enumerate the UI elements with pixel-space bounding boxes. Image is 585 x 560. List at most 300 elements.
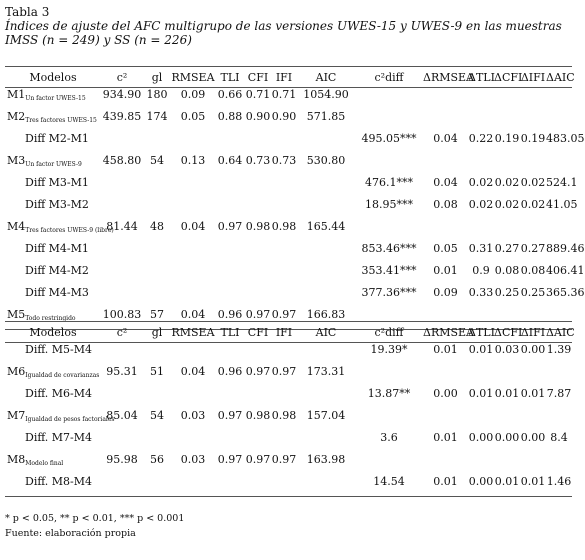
cell-gl bbox=[143, 387, 171, 409]
cell-ifi bbox=[271, 387, 297, 409]
cell-drmsea bbox=[423, 220, 468, 242]
model-name-cell bbox=[5, 286, 101, 308]
model-name-cell bbox=[5, 242, 101, 264]
column-header-rmsea: RMSEA bbox=[171, 322, 215, 343]
cell-dcfi bbox=[494, 220, 520, 242]
cell-drmsea: 0.05 bbox=[433, 241, 458, 255]
cell-cfi: 0.97 bbox=[245, 364, 271, 378]
cell-ifi: 0.73 bbox=[271, 153, 297, 167]
cell-gl: 48 bbox=[150, 219, 164, 233]
cell-dtli: 0.00 bbox=[468, 430, 494, 444]
cell-difi: 0.00 bbox=[520, 430, 546, 444]
significance-footnote: * p < 0.05, ** p < 0.01, *** p < 0.001 bbox=[5, 513, 185, 524]
cell-dcfi bbox=[494, 110, 520, 132]
cell-ifi: 0.97 bbox=[271, 364, 297, 378]
cell-ifi bbox=[271, 343, 297, 365]
cell-tli: 0.64 bbox=[217, 153, 243, 167]
cell-daic bbox=[546, 220, 572, 242]
cell-ifi bbox=[271, 242, 297, 264]
cell-dcfi bbox=[494, 88, 520, 110]
cell-aic bbox=[297, 286, 355, 308]
cell-c2diff bbox=[355, 220, 423, 242]
cell-tli: 0.66 bbox=[217, 88, 243, 101]
column-header-tli: TLI bbox=[215, 322, 245, 343]
model-label: Diff M3-M1 bbox=[25, 175, 89, 189]
cell-c2diff bbox=[355, 154, 423, 176]
model-label: Diff. M6-M4 bbox=[25, 386, 92, 400]
cell-gl: 180 bbox=[146, 88, 168, 101]
model-name-cell bbox=[5, 132, 101, 154]
cell-drmsea bbox=[423, 88, 468, 110]
column-header-drmsea: ΔRMSEA bbox=[423, 322, 468, 343]
cell-gl: 51 bbox=[150, 364, 164, 378]
cell-rmsea bbox=[171, 475, 215, 497]
cell-ifi: 0.97 bbox=[271, 452, 297, 466]
cell-c2: 81.44 bbox=[106, 219, 138, 233]
cell-daic bbox=[546, 88, 572, 110]
fit-indices-table-2 bbox=[5, 321, 575, 497]
column-header-name: Modelos bbox=[5, 322, 101, 343]
column-header-cfi: CFI bbox=[245, 67, 271, 88]
cell-rmsea: 0.03 bbox=[180, 408, 206, 422]
column-header-gl: gl bbox=[143, 67, 171, 88]
cell-dtli: 0.00 bbox=[468, 475, 494, 497]
cell-tli: 0.96 bbox=[217, 364, 243, 378]
cell-rmsea: 0.13 bbox=[180, 153, 206, 167]
table-row bbox=[5, 365, 572, 387]
cell-rmsea: 0.04 bbox=[171, 308, 215, 330]
cell-cfi bbox=[245, 176, 271, 198]
column-header-drmsea: ΔRMSEA bbox=[423, 67, 468, 88]
table-row bbox=[5, 198, 572, 220]
cell-tli bbox=[215, 475, 245, 497]
cell-difi: 0.01 bbox=[520, 475, 546, 497]
cell-aic bbox=[297, 242, 355, 264]
table-row bbox=[5, 154, 572, 176]
cell-cfi: 0.71 bbox=[245, 88, 271, 101]
model-name-cell bbox=[5, 219, 114, 242]
source-note: Fuente: elaboración propia bbox=[5, 528, 136, 539]
cell-tli bbox=[215, 264, 245, 286]
cell-daic: 41.05 bbox=[546, 197, 578, 211]
cell-cfi bbox=[245, 132, 271, 154]
cell-c2diff bbox=[355, 453, 423, 475]
table-row bbox=[5, 88, 572, 110]
table-2-body bbox=[5, 343, 572, 497]
cell-ifi bbox=[271, 132, 297, 154]
cell-dtli bbox=[468, 88, 494, 110]
cell-dcfi: 0.03 bbox=[494, 343, 520, 356]
cell-dtli: 0.22 bbox=[468, 131, 494, 145]
model-label: Diff M4-M2 bbox=[25, 263, 89, 277]
column-header-difi: ΔIFI bbox=[520, 322, 546, 343]
cell-c2diff bbox=[355, 365, 423, 387]
cell-rmsea: 0.04 bbox=[180, 364, 206, 378]
model-description: Igualdad de pesos factoriales bbox=[25, 415, 115, 423]
table-row bbox=[5, 286, 572, 308]
cell-c2 bbox=[101, 198, 143, 220]
cell-difi bbox=[520, 110, 546, 132]
cell-daic bbox=[546, 110, 572, 132]
column-header-daic: ΔAIC bbox=[546, 67, 572, 88]
cell-cfi bbox=[245, 387, 271, 409]
cell-daic: 1.46 bbox=[546, 475, 572, 497]
cell-rmsea: 0.03 bbox=[180, 452, 206, 466]
cell-difi bbox=[520, 453, 546, 475]
cell-daic bbox=[546, 453, 572, 475]
cell-drmsea: 0.09 bbox=[433, 285, 458, 299]
cell-gl bbox=[143, 198, 171, 220]
cell-difi: 0.00 bbox=[520, 343, 546, 356]
cell-ifi bbox=[271, 198, 297, 220]
cell-difi: 0.02 bbox=[520, 197, 546, 211]
column-header-tli: TLI bbox=[215, 67, 245, 88]
cell-dtli: 0.01 bbox=[468, 343, 494, 356]
model-label: Diff. M8-M4 bbox=[25, 474, 92, 488]
cell-tli: 0.97 bbox=[217, 452, 243, 466]
cell-dcfi: 0.01 bbox=[494, 475, 520, 497]
table-title: Tabla 3 bbox=[5, 5, 50, 19]
cell-dcfi: 0.08 bbox=[494, 263, 520, 277]
cell-ifi bbox=[271, 176, 297, 198]
cell-dtli bbox=[468, 154, 494, 176]
cell-rmsea bbox=[171, 286, 215, 308]
model-description: Tres factores UWES-9 (libre) bbox=[25, 226, 114, 234]
cell-ifi bbox=[271, 264, 297, 286]
model-name-cell bbox=[5, 475, 101, 497]
cell-c2 bbox=[101, 431, 143, 453]
cell-dcfi: 0.19 bbox=[494, 131, 520, 145]
cell-tli: 0.96 bbox=[215, 308, 245, 330]
cell-gl bbox=[143, 431, 171, 453]
column-header-c2diff: c²diff bbox=[355, 67, 423, 88]
model-label: M3 bbox=[7, 153, 26, 167]
model-description: Un factor UWES-9 bbox=[25, 160, 82, 168]
model-name-cell bbox=[5, 431, 101, 453]
model-label: M7 bbox=[7, 408, 26, 422]
cell-aic: 571.85 bbox=[306, 109, 346, 123]
cell-aic: 1054.90 bbox=[303, 88, 349, 101]
cell-aic: 166.83 bbox=[297, 308, 355, 330]
cell-cfi: 0.97 bbox=[245, 308, 271, 330]
cell-gl bbox=[143, 242, 171, 264]
column-header-c2diff: c²diff bbox=[355, 322, 423, 343]
cell-gl bbox=[143, 132, 171, 154]
cell-gl: 54 bbox=[150, 408, 164, 422]
cell-rmsea bbox=[171, 387, 215, 409]
cell-difi bbox=[520, 365, 546, 387]
cell-rmsea: 0.05 bbox=[180, 109, 206, 123]
cell-gl bbox=[143, 475, 171, 497]
model-description: Igualdad de covarianzas bbox=[25, 371, 100, 379]
cell-tli bbox=[215, 242, 245, 264]
cell-rmsea bbox=[171, 132, 215, 154]
cell-dtli bbox=[468, 453, 494, 475]
cell-c2 bbox=[101, 475, 143, 497]
cell-c2 bbox=[101, 132, 143, 154]
cell-gl bbox=[143, 343, 171, 365]
table-2-head bbox=[5, 322, 575, 343]
column-header-aic: AIC bbox=[297, 67, 355, 88]
cell-dcfi: 0.02 bbox=[494, 175, 520, 189]
cell-dtli bbox=[468, 365, 494, 387]
cell-dcfi: 0.01 bbox=[494, 386, 520, 400]
cell-tli: 0.88 bbox=[217, 109, 243, 123]
cell-rmsea: 0.04 bbox=[180, 219, 206, 233]
cell-c2: 458.80 bbox=[102, 153, 142, 167]
cell-cfi: 0.98 bbox=[245, 219, 271, 233]
cell-cfi bbox=[245, 286, 271, 308]
table-1-head bbox=[5, 67, 575, 88]
cell-dcfi bbox=[494, 154, 520, 176]
cell-daic: 889.46 bbox=[546, 241, 585, 255]
cell-c2: 85.04 bbox=[106, 408, 138, 422]
model-description: Modelo final bbox=[25, 459, 64, 467]
cell-gl bbox=[143, 264, 171, 286]
cell-c2 bbox=[101, 343, 143, 365]
cell-tli bbox=[215, 132, 245, 154]
cell-aic: 163.98 bbox=[306, 452, 346, 466]
cell-rmsea bbox=[171, 176, 215, 198]
cell-daic: 524.1 bbox=[546, 175, 578, 189]
table-row bbox=[5, 242, 572, 264]
cell-cfi: 0.90 bbox=[245, 109, 271, 123]
column-header-aic: AIC bbox=[297, 322, 355, 343]
column-header-dcfi: ΔCFI bbox=[494, 67, 520, 88]
table-1-body bbox=[5, 88, 585, 330]
table-row bbox=[5, 453, 572, 475]
cell-aic bbox=[297, 387, 355, 409]
table-row bbox=[5, 264, 572, 286]
cell-difi bbox=[520, 88, 546, 110]
cell-tli bbox=[215, 387, 245, 409]
cell-daic: 483.05 bbox=[546, 131, 585, 145]
table-row bbox=[5, 110, 572, 132]
model-name-cell bbox=[5, 453, 101, 475]
cell-cfi: 0.98 bbox=[245, 408, 271, 422]
cell-dtli bbox=[468, 110, 494, 132]
cell-tli: 0.97 bbox=[217, 408, 243, 422]
cell-aic bbox=[297, 475, 355, 497]
cell-c2: 934.90 bbox=[102, 88, 142, 101]
cell-rmsea bbox=[171, 264, 215, 286]
model-label: Diff M3-M2 bbox=[25, 197, 89, 211]
cell-rmsea bbox=[171, 242, 215, 264]
column-header-dtli: ΔTLI bbox=[468, 322, 494, 343]
model-label: M8 bbox=[7, 452, 26, 466]
cell-dcfi: 0.27 bbox=[494, 241, 520, 255]
cell-cfi: 0.97 bbox=[245, 452, 271, 466]
model-description: Un factor UWES-15 bbox=[25, 95, 86, 102]
table-row bbox=[5, 343, 572, 365]
cell-difi: 0.01 bbox=[520, 386, 546, 400]
cell-tli bbox=[215, 286, 245, 308]
cell-drmsea: 0.04 bbox=[433, 131, 458, 145]
cell-dtli: 0.02 bbox=[468, 175, 494, 189]
cell-dcfi bbox=[494, 409, 520, 431]
model-label: Diff M4-M1 bbox=[25, 241, 89, 255]
cell-cfi bbox=[245, 431, 271, 453]
cell-drmsea: 0.01 bbox=[433, 263, 458, 277]
cell-difi: 0.25 bbox=[520, 285, 546, 299]
table-row bbox=[5, 431, 572, 453]
cell-daic: 1.39 bbox=[546, 343, 572, 356]
cell-ifi: 0.90 bbox=[271, 109, 297, 123]
cell-c2diff: 353.41*** bbox=[361, 263, 417, 277]
column-header-daic: ΔAIC bbox=[546, 322, 572, 343]
cell-c2diff: 13.87** bbox=[367, 386, 411, 400]
model-name-cell bbox=[5, 387, 101, 409]
cell-c2 bbox=[101, 286, 143, 308]
cell-dtli: 0.31 bbox=[468, 241, 494, 255]
cell-aic bbox=[297, 264, 355, 286]
model-label: M4 bbox=[7, 219, 26, 233]
cell-daic: 365.36 bbox=[546, 285, 585, 299]
cell-dcfi: 0.25 bbox=[494, 285, 520, 299]
cell-dtli: 0.02 bbox=[468, 197, 494, 211]
cell-aic: 173.31 bbox=[306, 364, 346, 378]
cell-c2diff: 19.39* bbox=[370, 343, 408, 356]
cell-daic: 8.4 bbox=[550, 430, 568, 444]
column-header-name: Modelos bbox=[5, 67, 101, 88]
table-row bbox=[5, 176, 572, 198]
model-description: Todo restringido bbox=[25, 314, 76, 322]
column-header-dcfi: ΔCFI bbox=[494, 322, 520, 343]
cell-dcfi bbox=[494, 365, 520, 387]
column-header-ifi: IFI bbox=[271, 322, 297, 343]
cell-aic: 530.80 bbox=[306, 153, 346, 167]
cell-ifi: 0.97 bbox=[271, 308, 297, 330]
model-label: M6 bbox=[7, 364, 26, 378]
cell-difi bbox=[520, 154, 546, 176]
cell-gl: 174 bbox=[146, 109, 168, 123]
cell-ifi bbox=[271, 286, 297, 308]
model-label: M2 bbox=[7, 109, 26, 123]
cell-dtli bbox=[468, 220, 494, 242]
cell-dtli: 0.01 bbox=[468, 386, 494, 400]
cell-c2 bbox=[101, 242, 143, 264]
cell-c2diff: 476.1*** bbox=[365, 175, 413, 189]
model-name-cell bbox=[5, 365, 101, 387]
model-name-cell bbox=[5, 408, 115, 431]
cell-aic bbox=[297, 431, 355, 453]
cell-ifi bbox=[271, 475, 297, 497]
cell-difi: 0.02 bbox=[520, 175, 546, 189]
model-description: Tres factores UWES-15 bbox=[25, 116, 97, 124]
cell-daic bbox=[546, 154, 572, 176]
table-row bbox=[5, 220, 572, 242]
cell-drmsea: 0.00 bbox=[433, 386, 458, 400]
cell-cfi bbox=[245, 198, 271, 220]
cell-rmsea bbox=[171, 431, 215, 453]
cell-difi: 0.08 bbox=[520, 263, 546, 277]
cell-c2 bbox=[101, 176, 143, 198]
cell-c2 bbox=[101, 387, 143, 409]
cell-c2diff: 14.54 bbox=[355, 475, 423, 497]
model-name-cell bbox=[5, 198, 101, 220]
cell-tli bbox=[215, 176, 245, 198]
cell-tli bbox=[215, 431, 245, 453]
cell-c2: 439.85 bbox=[102, 109, 142, 123]
cell-drmsea: 0.01 bbox=[433, 430, 458, 444]
cell-daic: 7.87 bbox=[546, 386, 572, 400]
cell-cfi bbox=[245, 343, 271, 365]
cell-c2: 95.98 bbox=[106, 452, 138, 466]
cell-rmsea bbox=[171, 198, 215, 220]
model-name-cell bbox=[5, 343, 101, 365]
cell-daic bbox=[546, 365, 572, 387]
model-label: M1 bbox=[7, 88, 26, 101]
model-name-cell bbox=[5, 110, 101, 132]
cell-drmsea bbox=[423, 409, 468, 431]
cell-aic bbox=[297, 176, 355, 198]
cell-difi: 0.27 bbox=[520, 241, 546, 255]
cell-drmsea: 0.01 bbox=[433, 343, 458, 356]
cell-cfi bbox=[245, 264, 271, 286]
cell-c2: 100.83 bbox=[101, 308, 143, 330]
cell-difi: 0.19 bbox=[520, 131, 546, 145]
cell-dcfi: 0.02 bbox=[494, 197, 520, 211]
table-row bbox=[5, 387, 572, 409]
cell-daic: 406.41 bbox=[546, 263, 585, 277]
cell-c2: 95.31 bbox=[106, 364, 138, 378]
model-label: Diff. M5-M4 bbox=[25, 343, 92, 356]
model-label: M5 bbox=[7, 307, 26, 321]
cell-gl bbox=[143, 286, 171, 308]
cell-drmsea: 0.01 bbox=[423, 475, 468, 497]
cell-difi bbox=[520, 220, 546, 242]
cell-drmsea bbox=[423, 365, 468, 387]
table-row bbox=[5, 132, 572, 154]
cell-daic bbox=[546, 409, 572, 431]
cell-c2diff: 377.36*** bbox=[361, 285, 417, 299]
cell-rmsea: 0.09 bbox=[180, 88, 206, 101]
model-name-cell bbox=[5, 264, 101, 286]
cell-ifi: 0.71 bbox=[271, 88, 297, 101]
cell-drmsea bbox=[423, 154, 468, 176]
table-caption: Índices de ajuste del AFC multigrupo de las versiones UWES-15 y UWES-9 en las muestras IMSS (n = 249) y SS (n = 226) bbox=[5, 19, 562, 47]
cell-drmsea bbox=[423, 110, 468, 132]
cell-tli bbox=[215, 198, 245, 220]
cell-c2diff: 853.46*** bbox=[361, 241, 417, 255]
cell-ifi: 0.98 bbox=[271, 219, 297, 233]
cell-drmsea: 0.04 bbox=[433, 175, 458, 189]
cell-cfi bbox=[245, 475, 271, 497]
model-name-cell bbox=[5, 154, 101, 176]
cell-c2diff bbox=[355, 88, 423, 110]
column-header-c2: c² bbox=[101, 322, 143, 343]
cell-dcfi: 0.00 bbox=[494, 430, 520, 444]
cell-cfi bbox=[245, 242, 271, 264]
cell-dcfi bbox=[494, 453, 520, 475]
table-row bbox=[5, 409, 572, 431]
cell-aic bbox=[297, 132, 355, 154]
model-label: Diff M2-M1 bbox=[25, 131, 89, 145]
column-header-difi: ΔIFI bbox=[520, 67, 546, 88]
fit-indices-table-1 bbox=[5, 66, 585, 330]
cell-cfi: 0.73 bbox=[245, 153, 271, 167]
cell-tli: 0.97 bbox=[217, 219, 243, 233]
table-header bbox=[5, 5, 573, 47]
model-label: Diff M4-M3 bbox=[25, 285, 89, 299]
column-header-gl: gl bbox=[143, 322, 171, 343]
cell-gl: 57 bbox=[143, 308, 171, 330]
cell-drmsea bbox=[423, 453, 468, 475]
cell-aic: 157.04 bbox=[306, 408, 346, 422]
column-header-cfi: CFI bbox=[245, 322, 271, 343]
column-header-dtli: ΔTLI bbox=[468, 67, 494, 88]
cell-aic: 165.44 bbox=[306, 219, 346, 233]
